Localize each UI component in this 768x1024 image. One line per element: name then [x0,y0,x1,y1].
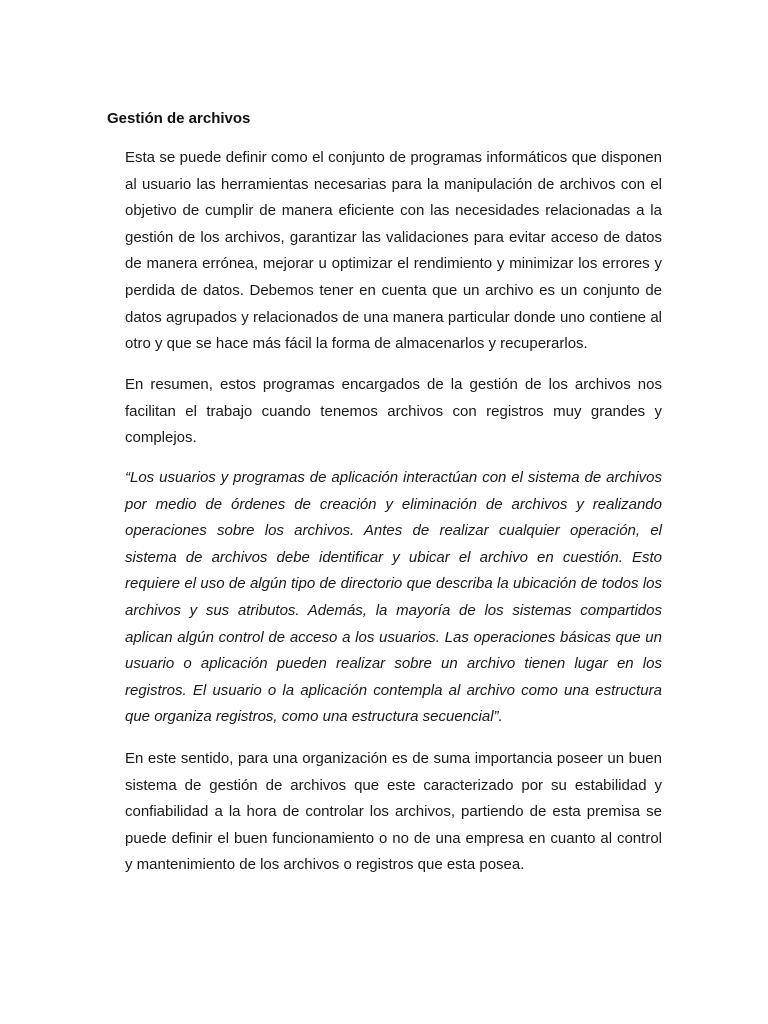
section-heading: Gestión de archivos [107,110,251,127]
paragraph-quote: “Los usuarios y programas de aplicación interactúan con el sistema de archivos por medio de órdenes de creación y eliminación de archivos y realizando operaciones sobre los archivos. Antes de realizar cualquier operación, el sistema de archivos debe identificar y ubicar el archivo en cuestión. Esto requiere el uso de algún tipo de directorio que describa la ubicación de todos los archivos y sus atributos. Además, la mayoría de los sistemas compartidos aplican algún control de acceso a los usuarios. Las operaciones básicas que un usuario o aplicación pueden realizar sobre un archivo tienen lugar en los registros. El usuario o la aplicación contempla al archivo como una estructura que organiza registros, como una estructura secuencial”. [125,469,662,726]
paragraph-conclusion: En este sentido, para una organización es de suma importancia poseer un buen sistema de gestión de archivos que este caracterizado por su estabilidad y confiabilidad a la hora de controlar los archivos, partiendo de esta premisa se puede definir el buen funcionamiento o no de una empresa en cuanto al control y mantenimiento de los archivos o registros que esta posea. [125,750,662,874]
paragraph-definition: Esta se puede definir como el conjunto de programas informáticos que disponen al usuario las herramientas necesarias para la manipulación de archivos con el objetivo de cumplir de manera eficiente con las necesidades relacionadas a la gestión de los archivos, garantizar las validaciones para evitar acceso de datos de manera errónea, mejorar u optimizar el rendimiento y minimizar los errores y perdida de datos. Debemos tener en cuenta que un archivo es un conjunto de datos agrupados y relacionados de una manera particular donde uno contiene al otro y que se hace más fácil la forma de almacenarlos y recuperarlos. [125,149,662,353]
paragraph-summary: En resumen, estos programas encargados de la gestión de los archivos nos facilitan el trabajo cuando tenemos archivos con registros muy grandes y complejos. [125,376,662,447]
